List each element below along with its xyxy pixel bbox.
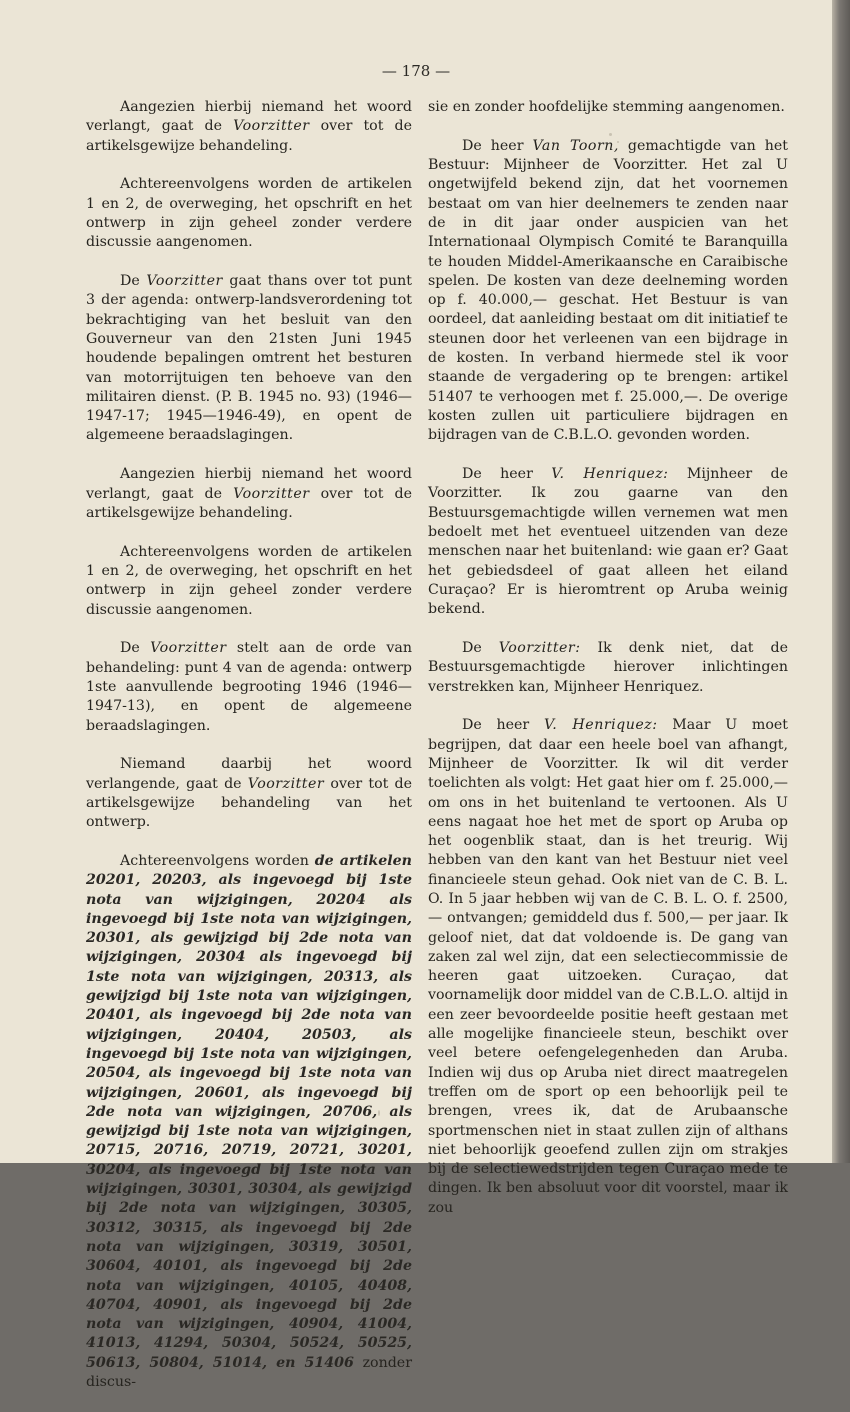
right-column [428,98,788,1238]
paragraph: Achtereenvolgens worden de artikelen 1 en 2, de overweging, het opschrift en het ontwerp in zijn geheel zonder verdere discussie aangenomen. [86,543,412,618]
paragraph: De Voorzitter gaat thans over tot punt 3 der agenda: ontwerp-landsverordening tot bekrachtiging van het besluit van den Gouverneur van den 21sten Juni 1945 houdende bepalingen omtrent het besturen van motorrijtuigen ten behoeve van den militairen dienst. (P. B. 1945 no. 93) (1946—1947-17; 1945—1946-49), en opent de algemeene beraadslagingen. [86,273,413,444]
paragraph: De Voorzitter stelt aan de orde van behandeling: punt 4 van de agenda: ontwerp 1ste aanvullende begrooting 1946 (1946—1947-13), en opent de algemeene beraadslagingen. [86,640,412,734]
paragraph-article-list: Achtereenvolgens worden de artikelen 20201, 20203, als ingevoegd bij 1ste nota van wijzigingen, 20204 als ingevoegd bij 1ste nota van wijzigingen, 20301, als gewijzigd bij 2de nota van wijzigingen, 20304 als ingevoegd bij 1ste nota van wijzigingen, 20313, als gewijzigd bij 1ste nota van wijzigingen, 20401, als ingevoegd bij 2de nota van wijzigingen, 20404, 20503, als ingevoegd bij 1ste nota van wijzigingen, 20504, als ingevoegd bij 1ste nota van wijzigingen, 20601, als ingevoegd bij 2de nota van wijzigingen, 20706, als gewijzigd bij 1ste nota van wijzigingen, 20715, 20716, 20719, 20721, 30201, 30204, als ingevoegd bij 1ste nota van wijzigingen, 30301, 30304, als gewijzigd bij 2de nota van wijzigingen, 30305, 30312, 30315, als ingevoegd bij 2de nota van wijzigingen, 30319, 30501, 30604, 40101, als ingevoegd bij 2de nota van wijzigingen, 40105, 40408, 40704, 40901, als ingevoegd bij 2de nota van wijzigingen, 40904, 41004, 41013, 41294, 50304, 50524, 50525, 50613, 50804, 51014, en 51406 zonder discus- [86,853,412,1391]
article-list: de artikelen 20201, 20203, als ingevoegd bij 1ste nota van wijzigingen, 20204 als ingevoegd bij 1ste nota van wijzigingen, 20301, als gewijzigd bij 2de nota van wijzigingen, 20304 als ingevoegd bij 1ste nota van wijzigingen, 20313, als gewijzigd bij 1ste nota van wijzigingen, 20401, als ingevoegd bij 2de nota van wijzigingen, 20404, 20503, als ingevoegd bij 1ste nota van wijzigingen, 20504, als ingevoegd bij 1ste nota van wijzigingen, 20601, als ingevoegd bij 2de nota van wijzigingen, 20706, als gewijzigd bij 1ste nota van wijzigingen, 20715, 20716, 20719, 20721, 30201, 30204, als ingevoegd bij 1ste nota van wijzigingen, 30301, 30304, als gewijzigd bij 2de nota van wijzigingen, 30305, 30312, 30315, als ingevoegd bij 2de nota van wijzigingen, 30319, 30501, 30604, 40101, als ingevoegd bij 2de nota van wijzigingen, 40105, 40408, 40704, 40901, als ingevoegd bij 2de nota van wijzigingen, 40904, 41004, 41013, 41294, 50304, 50524, 50525, 50613, 50804, 51014, en 51406 [86,853,412,1371]
paragraph: De heer V. Henriquez: Maar U moet begrijpen, dat daar een heele boel van afhangt, Mijnheer de Voorzitter. Ik wil dit verder toelichten als volgt: Het gaat hier om f. 25.000,— om ons in het buitenland te vertoonen. Als U eens nagaat hoe het met de sport op Aruba op het oogenblik staat, dan is het treurig. Wij hebben van den kant van het Bestuur niet veel financieele steun gehad. Ook niet van de C. B. L. O. In 5 jaar hebben wij van de C. B. L. O. f. 2500,— ontvangen; gemiddeld dus f. 500,— per jaar. Ik geloof niet, dat dat voldoende is. De gang van zaken zal wel zijn, dat een selectiecommissie de heeren gaat uitzoeken. Curaçao, dat voornamelijk door middel van de C.B.L.O. altijd in een zeer bevoordeelde positie heeft gestaan met alle mogelijke financieele steun, beschikt over veel betere oefengelegenheden dan Aruba. Indien wij dus op Aruba niet direct maatregelen treffen om de sport op een behoorlijk peil te brengen, vrees ik, dat de Arubaansche sportmenschen niet in staat zullen zijn of althans niet behoorlijk geoefend zullen zijn om strakjes bij de selectiewedstrijden tegen Curaçao mede te dingen. Ik ben absoluut voor dit voorstel, maar ik zou [428,717,788,1216]
paragraph: De heer V. Henriquez: Mijnheer de Voorzitter. Ik zou gaarne van den Bestuursgemachtigde willen vernemen wat men bedoelt met het eventueel uitzenden van deze menschen naar het buitenland: wie gaan er? Gaat het gebiedsdeel of gaat alleen het eiland Curaçao? Er is hieromtrent op Aruba weinig bekend. [428,466,788,618]
left-column [86,98,412,1412]
page-number: — 178 — [381,62,451,80]
paragraph: De Voorzitter: Ik denk niet, dat de Bestuursgemachtigde hierover inlichtingen verstrekken kan, Mijnheer Henriquez. [428,639,789,695]
paragraph: Aangezien hierbij niemand het woord verlangt, gaat de Voorzitter over tot de artikelsgewijze behandeling. [86,99,413,154]
paragraph: De heer Van Toorn, gemachtigde van het Bestuur: Mijnheer de Voorzitter. Het zal U ongetwijfeld bekend zijn, dat het voornemen bestaat om van hier deelnemers te zenden naar de in dit jaar onder auspicien van het Internationaal Olympisch Comité te Baranquilla te houden Middel-Amerikaansche en Caraibische spelen. De kosten van deze deelneming worden op f. 40.000,— geschat. Het Bestuur is van oordeel, dat aanleiding bestaat om dit initiatief te steunen door het verleenen van een bijdrage in de kosten. In verband hiermede stel ik voor staande de vergadering op te brengen: artikel 51407 te verhoogen met f. 25.000,—. De overige kosten zullen uit particuliere bijdragen en bijdragen van de C.B.L.O. gevonden worden. [428,137,788,444]
paragraph: sie en zonder hoofdelijke stemming aangenomen. [428,99,785,115]
paragraph: Achtereenvolgens worden de artikelen 1 en 2, de overweging, het opschrift en het ontwerp in zijn geheel zonder verdere discussie aangenomen. [86,176,412,251]
page-edge-shadow [832,0,850,1163]
paragraph: Niemand daarbij het woord verlangende, gaat de Voorzitter over tot de artikelsgewijze behandeling van het ontwerp. [86,756,413,831]
paragraph: Aangezien hierbij niemand het woord verlangt, gaat de Voorzitter over tot de artikelsgewijze behandeling. [86,466,413,521]
